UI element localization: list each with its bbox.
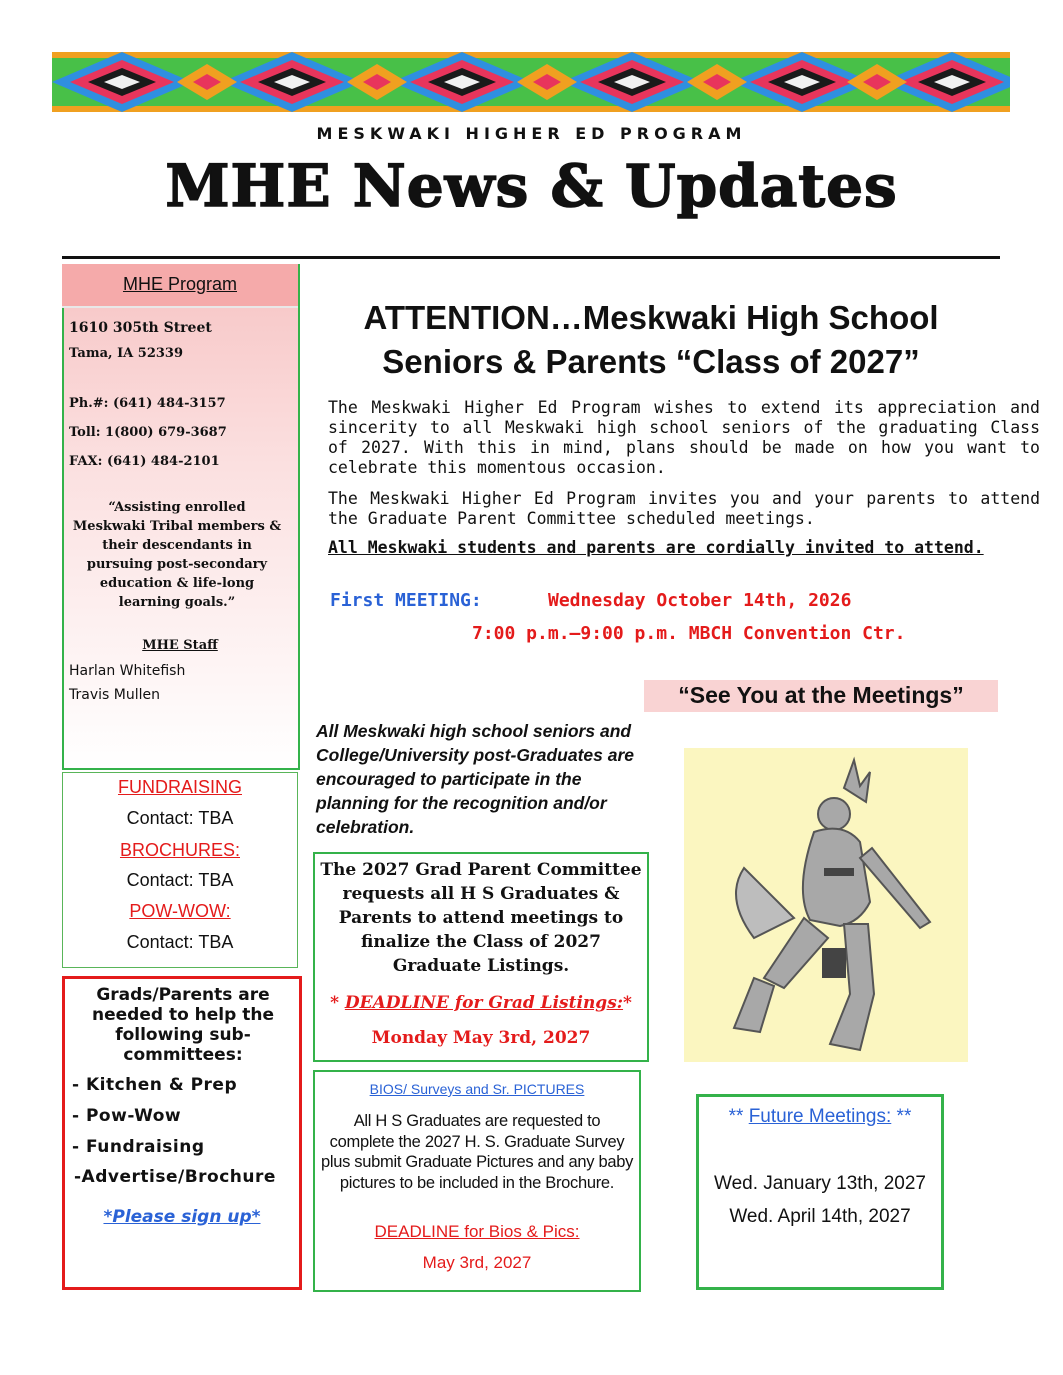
attention-headline [316, 296, 986, 384]
dancer-illustration [684, 748, 968, 1062]
future-meeting-date: Wed. April 14th, 2027 [729, 1206, 911, 1227]
fundraising-contact: Contact: TBA [126, 808, 234, 828]
seniors-invitation: All Meskwaki high school seniors and College/University post-Graduates are encouraged to participate in the planning for the recognition and/or celebration. [316, 721, 635, 837]
sign-up-link[interactable]: *Please sign up* [103, 1207, 261, 1227]
invite-line: All Meskwaki students and parents are cordially invited to attend. [328, 538, 984, 557]
committee-text: The 2027 Grad Parent Committee requests all H S Graduates & Parents to attend meetings to finalize the Class of 2027 Graduate Listings. [320, 860, 642, 976]
fundraising-heading: FUNDRAISING [117, 777, 242, 797]
subcommittee-item: -Advertise/Brochure [74, 1167, 276, 1187]
phone-number: Ph.#: (641) 484-3157 [69, 396, 226, 411]
brochures-contact: Contact: TBA [126, 870, 234, 890]
address-line1: 1610 305th Street [69, 320, 212, 336]
meeting-date: Wednesday October 14th, 2026 [548, 590, 852, 611]
future-prefix: ** [728, 1106, 749, 1127]
bios-deadline-label: DEADLINE for Bios & Pics: [374, 1222, 580, 1241]
pow-wow-heading: POW-WOW: [129, 901, 231, 921]
subcommittee-item: - Pow-Wow [72, 1106, 182, 1126]
mission-statement: “Assisting enrolled Meskwaki Tribal members & their descendants in pursuing post-secondary education & life-long learning goals.” [72, 500, 282, 610]
title-divider [62, 256, 1000, 259]
fax-number: FAX: (641) 484-2101 [69, 454, 220, 469]
subcommittee-item: - Kitchen & Prep [72, 1075, 238, 1095]
grad-listing-deadline [313, 993, 649, 1013]
bios-heading: BIOS/ Surveys and Sr. PICTURES [369, 1081, 585, 1097]
program-info-heading: MHE Program [62, 264, 298, 308]
deadline-suffix: * [623, 993, 632, 1013]
future-label: Future Meetings: [748, 1106, 892, 1127]
deadline-label: DEADLINE for Grad Listings: [344, 993, 624, 1013]
future-suffix: ** [891, 1106, 912, 1127]
meeting-label: First MEETING: [330, 590, 482, 611]
subcommittees-heading: Grads/Parents are needed to help the following sub-committees: [92, 985, 274, 1065]
pow-wow-contact: Contact: TBA [126, 932, 234, 952]
staff-member: Harlan Whitefish [69, 663, 186, 679]
meeting-time: 7:00 p.m.—9:00 p.m. MBCH Convention Ctr. [472, 623, 906, 644]
subcommittee-item: - Fundraising [72, 1137, 205, 1157]
page-title: MHE News & Updates [165, 152, 898, 220]
beadwork-banner [52, 52, 1010, 112]
attention-line1: ATTENTION…Meskwaki High School [363, 299, 939, 336]
intro-paragraph: The Meskwaki Higher Ed Program wishes to extend its appreciation and sincerity to all Meskwaki high school seniors of the graduating Class of 2027. With this in mind, plans should be made on how you want to celebrate this momentous occasion. [328, 398, 1040, 477]
staff-member: Travis Mullen [69, 687, 160, 703]
toll-free-number: Toll: 1(800) 679-3687 [69, 425, 227, 440]
bios-text: All H S Graduates are requested to complete the 2027 H. S. Graduate Survey plus submit Graduate Pictures and any baby pictures to be included in the Brochure. [320, 1112, 634, 1192]
dancer-icon [684, 748, 968, 1062]
see-you-banner: “See You at the Meetings” [644, 680, 998, 712]
bios-deadline-date: May 3rd, 2027 [422, 1253, 532, 1272]
program-name: MESKWAKI HIGHER ED PROGRAM [316, 124, 747, 143]
future-meeting-date: Wed. January 13th, 2027 [714, 1173, 926, 1194]
attention-line2: Seniors & Parents “Class of 2027” [382, 343, 920, 380]
invite-paragraph: The Meskwaki Higher Ed Program invites you and your parents to attend the Graduate Parent Committee scheduled meetings. [328, 489, 1040, 528]
deadline-prefix: * [330, 993, 345, 1013]
future-meetings-heading [696, 1106, 944, 1128]
staff-heading: MHE Staff [142, 638, 218, 653]
brochures-heading: BROCHURES: [119, 840, 240, 860]
address-line2: Tama, IA 52339 [69, 346, 184, 361]
grad-listing-deadline-date: Monday May 3rd, 2027 [371, 1028, 591, 1048]
